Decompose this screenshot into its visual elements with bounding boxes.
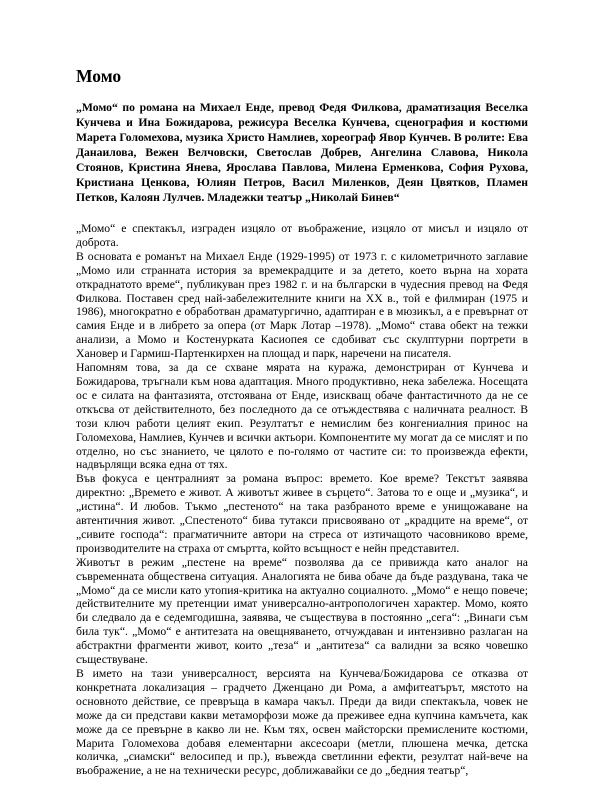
paragraph: Във фокуса е централният за романа въпрос: времето. Кое време? Текстът заявява директно: „Времето е живот. А животът живее в сърцето“. Затова то е още и „музика“, и „истина“. И любов. Тъкмо „пестеното“ на така разбраното време е унищожаване на автентичния живот. „Спестеното“ бива тутакси присвоявано от „крадците на време“, от „сивите господа“: прагматичните автори на стреса от изтичащото часовниково време, производителите на страха от смъртта, който всъщност е нейн представител. [76,472,528,555]
paragraph: „Момо“ е спектакъл, изграден изцяло от въображение, изцяло от мисъл и изцяло от доброта. [76,222,528,249]
paragraph: Напомням това, за да се схване мярата на куража, демонстриран от Кунчева и Божидарова, тръгнали към нова адаптация. Много продуктивно, нека забележа. Носещата ос е силата на фантазията, отстоявана от Енде, изискващ обаче фантастичното да не се откъсва от действителното, без последното да се отъждествява с наличната реалност. В този ключ работи целият екип. Резултатът е немислим без конгениалния принос на Голомехова, Намлиев, Кунчев и всички актьори. Компонентите му могат да се мислят и по отделно, но със знанието, че цялото е по-голямо от частите си: то произвежда ефекти, надвърлящи всяка една от тях. [76,361,528,472]
article [76,64,528,778]
page-title: Момо [76,66,122,86]
paragraph: В името на тази универсалност, версията на Кунчева/Божидарова се отказва от конкретната локализация – градчето Дженцано ди Рома, а амфитеатърът, мястото на основното действие, се превръща в камара чакъл. Преди да види спектакъла, човек не може да си представи какви метаморфози може да преживее една купчина камъчета, как може да се превърне в какво ли не. Към тях, освен майсторски премислените костюми, Марита Голомехова добавя елементарни аксесоари (метли, плюшена мечка, детска количка, „сиамски“ велосипед и пр.), въвежда светлинни ефекти, резултат най-вече на въображение, а не на технически ресурс, доближавайки се до „бедния театър“, [76,667,528,778]
paragraph: В основата е романът на Михаел Енде (1929-1995) от 1973 г. с километричното заглавие „Момо или странната история за времекрадците и за детето, което върна на хората откраднатото време“, публикуван през 1982 г. и на български в чудесния превод на Федя Филкова. Поставен сред най-забележителните книги на ХХ в., той е филмиран (1975 и 1986), многократно е обработван драматургично, адаптиран е в мюзикъл, а е превърнат от самия Енде и в либрето за опера (от Марк Лотар –1978). „Момо“ става обект на тежки анализи, а Момо и Костенурката Касиопея се сдобиват със скулптурни портрети в Хановер и Гармиш-Партенкирхен на площад и парк, наречени на писателя. [76,249,528,361]
paragraph: Животът в режим „пестене на време“ позволява да се привижда като аналог на съвременната обществена ситуация. Аналогията не бива обаче да бъде раздувана, така че „Момо“ да се мисли като утопия-критика на актуално социалното. „Момо“ е нещо повече; действителните му претенции имат универсално-антропологичен характер. Момо, която би следвало да е седемгодишна, заявява, че съществува в постоянно „сега“: „Винаги съм била тук“. „Момо“ е антитезата на овещняването, отчуждаван и интензивно разлаган на абстрактни фрагменти живот, които „теза“ и „антитеза“ са валидни за всяко човешко съществуване. [76,555,528,667]
production-credits: „Момо“ по романа на Михаел Енде, превод Федя Филкова, драматизация Веселка Кунчева и Ина Божидарова, режисура Веселка Кунчева, сценография и костюми Марета Голомехова, музика Христо Намлиев, хореограф Явор Кунчев. В ролите: Ева Данаилова, Вежен Велчовски, Светослав Добрев, Ангелина Славова, Никола Стоянов, Кристина Янева, Ярослава Павлова, Милена Ерменкова, София Рухова, Кристиана Ценкова, Юлиян Петров, Васил Миленков, Деян Цвятков, Пламен Петков, Калоян Лулчев. Младежки театър „Николай Бинев“ [76,101,528,204]
